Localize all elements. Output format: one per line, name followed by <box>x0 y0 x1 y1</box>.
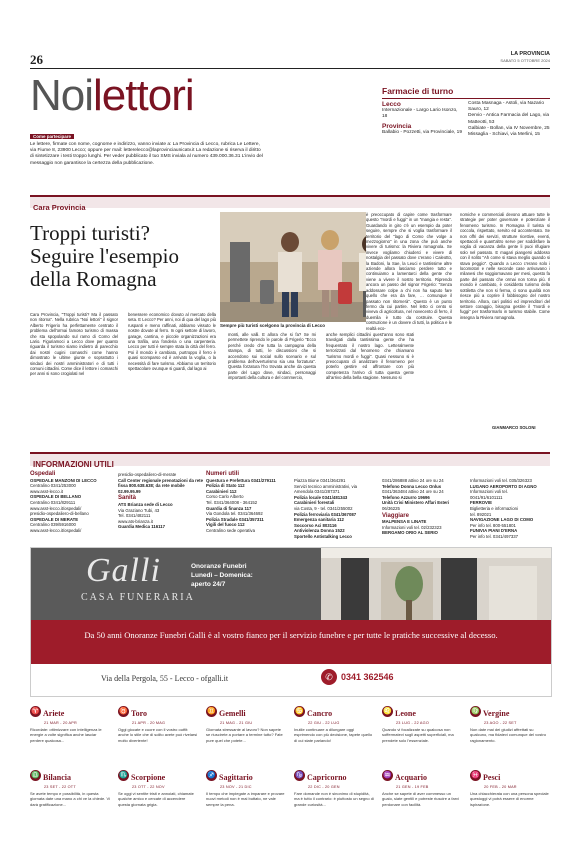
info-line: Call Center regionale prenotazioni da rete fissa 800.638.638; da rete mobile 02.99.95.99 <box>118 477 204 494</box>
sign-dates: 22 DIC - 20 GEN <box>308 785 340 789</box>
section-title-lettori: lettori <box>93 71 194 120</box>
zodiac-capricorno-icon: ♑ <box>295 772 304 780</box>
info-line: Centralino 039/5916000 <box>30 522 76 528</box>
info-line: presidio-ospedaliero-di-merate <box>118 472 177 477</box>
info-line: Piazza Bione 0341/364291 <box>294 478 346 483</box>
info-line: Polizia Stradale 0341/357311 <box>206 516 264 522</box>
info-col-sanita <box>118 472 203 530</box>
info-line: Soccorso Aci 803116 <box>294 522 337 528</box>
info-line: FUNIVIA PIANI D'ERNA <box>470 528 518 534</box>
sign-dates: 23 OTT - 22 NOV <box>132 785 165 789</box>
pharmacies-rule <box>382 98 550 99</box>
info-line: tel. 892021 <box>470 511 492 517</box>
ad-brand-sub: CASA FUNERARIA <box>81 592 195 603</box>
horoscope-sign-toro <box>118 703 198 743</box>
info-line: 0341/363484 attivo 24 ore su 24 <box>382 489 444 495</box>
zodiac-toro-icon: ♉ <box>119 708 128 716</box>
pharmacy-lecco-text: Internazionale - Largo Lario Isonzo, 18 <box>382 108 458 120</box>
sign-text: Una chiacchierata con una persona speciale questoggi vi potrà essere di enorme ispirazione. <box>470 791 549 807</box>
sign-name: Scorpione <box>131 773 166 782</box>
ad-title-line: Onoranze Funebri <box>191 563 247 570</box>
info-line: Centralino sede operativa <box>206 527 255 533</box>
zodiac-scorpione-icon: ♏ <box>119 772 128 780</box>
sign-dates: 21 APR - 20 MAG <box>132 721 166 725</box>
ad-dark-panel <box>31 548 321 620</box>
sign-name: Pesci <box>483 773 501 782</box>
info-line: Informazioni voli tel. <box>470 489 508 495</box>
sign-text: Fare domande non è sinonimo di stupidità, ma è tutto il contrario: è piuttosto un segno di grande curiosità... <box>294 791 374 807</box>
zodiac-pesci-icon: ♓ <box>471 772 480 780</box>
ad-brand: Galli <box>86 552 161 589</box>
sign-dates: 21 MAR - 20 APR <box>44 721 77 725</box>
horoscope-sign-leone <box>382 703 462 743</box>
info-line: Antiviolenza Donna 1522 <box>294 528 345 534</box>
sign-dates: 23 SET - 22 OTT <box>44 785 76 789</box>
pharmacy-provincia-label: Provincia <box>382 123 412 131</box>
sign-dates: 23 AGO - 22 SET <box>484 721 517 725</box>
info-line: Carabinieri 112 <box>206 488 237 494</box>
info-line: Servizi tecnico amministrativi, via <box>294 483 358 489</box>
horoscope-sign-scorpione <box>118 767 198 807</box>
section-title <box>30 70 194 122</box>
sign-name: Ariete <box>43 709 65 718</box>
sign-text: Se avete tempo e possibilità, in questa giornata date una mano a chi ve la chiede. Vi darà gratificazione... <box>30 791 110 807</box>
info-col-viaggiare <box>382 478 467 536</box>
info-band-title: INFORMAZIONI UTILI <box>33 460 114 469</box>
section-title-noi: Noi <box>30 71 94 120</box>
page-number: 26 <box>30 52 43 67</box>
horoscope-sign-gemelli <box>206 703 286 743</box>
info-line: 0041/91/6101111 <box>470 494 503 500</box>
zodiac-ariete-icon: ♈ <box>31 708 40 716</box>
info-line: Questura e Prefettura 0341/279111 <box>206 477 276 483</box>
info-col-numeri2 <box>294 478 379 540</box>
info-line: Tel. 0341/364008 - 364152 <box>206 499 258 505</box>
info-line: Sportello Antistalking Lecco <box>294 533 352 539</box>
info-line: Carabinieri forestali <box>294 500 335 506</box>
info-line: Telefono Azzurro 19696 <box>382 494 430 500</box>
zodiac-acquario-icon: ♒ <box>383 772 392 780</box>
zodiac-sagittario-icon: ♐ <box>207 772 216 780</box>
info-line: Polizia locale 0341/481343 <box>294 494 348 500</box>
pharmacies-col1 <box>382 101 462 137</box>
zodiac-cancro-icon: ♋ <box>295 708 304 716</box>
info-line: MALPENSA E LINATE <box>382 519 427 525</box>
horoscope-sign-sagittario <box>206 767 286 807</box>
sign-text: Il tempo che impiegate a imparare e provare nuovi metodi non è mai buttato, ne vale sempre la pena. <box>206 791 285 807</box>
info-line: Informazioni voli tel. 035/326323 <box>470 478 532 483</box>
sign-dates: 23 LUG - 22 AGO <box>396 721 429 725</box>
info-line: Polizia di Stato 112 <box>206 483 245 489</box>
info-line: Corso Carlo Alberto <box>206 494 244 500</box>
info-line: www.asst-lecco.it/ospedali/ <box>30 505 82 511</box>
zodiac-vergine-icon: ♍ <box>471 708 480 716</box>
info-line: Polizia ferroviaria 0341/367087 <box>294 511 357 517</box>
sign-name: Acquario <box>395 773 427 782</box>
info-line: Via Graziano Tubi, 43 <box>118 507 160 513</box>
ad-address: Via della Pergola, 55 - Lecco - ofgalli.it <box>101 674 229 683</box>
pharmacies-title: Farmacie di turno <box>382 86 454 96</box>
horoscope-sign-capricorno <box>294 767 374 807</box>
horoscope-sign-pesci <box>470 767 550 807</box>
sign-name: Gemelli <box>219 709 246 718</box>
intro-label: Come partecipare <box>30 134 74 139</box>
photo-caption: Sempre più turisti scelgono la provincia di Lecco <box>220 323 326 328</box>
sign-dates: 21 GEN - 19 FEB <box>396 785 429 789</box>
pharmacy-item: Costa Masnaga - Astoli, via Nazario Sauro, 12 <box>468 101 544 113</box>
info-heading: Viaggiare <box>382 512 409 519</box>
ad-phone-badge[interactable] <box>321 668 394 686</box>
info-line: Guardia Medica 116117 <box>118 524 166 530</box>
sign-text: Ricordate: ottimizzare con intelligenza le energie a volte significa anche lasciar perdere qualcosa... <box>30 727 102 743</box>
article-signature: GIANMARCO SOLONI <box>492 425 536 430</box>
info-line: Centralino 0341/829111 <box>30 499 76 505</box>
funeral-ad[interactable] <box>30 547 552 697</box>
sign-dates: 21 MAG - 21 GIU <box>220 721 253 725</box>
info-line: OSPEDALE DI BELLANO <box>30 494 82 500</box>
sign-name: Toro <box>131 709 148 718</box>
sign-name: Bilancia <box>43 773 72 782</box>
sign-text: Quando vi focalizzate su qualcosa non soffermatevi sugli aspetti superficiali, ma prendete solo l'essenziale. <box>382 727 454 743</box>
info-line: NAVIGAZIONE LAGO DI COMO <box>470 517 534 523</box>
article-col2: benessere economico dovuto al mercato della seta. E Lecco? Per anni, noi di qua del lago più ruspanti e meno raffinati, abbiamo vissuto le nostre dovute al ferro. In ogni settore di lavoro, garage, cantina, e piccole organizzazioni era una trafila, una fonderia o una carpenteria. Lecco per tutti è sempre stata la città del ferro. Poi il mondo è cambiato, purtroppo il ferro è quasi scomparso ed è arrivato la voglia, o la necessità di fare turismo. Abbiamo un territorio spettacolare ovunque si guardi, dal lago ai <box>128 312 216 372</box>
brand-name: LA PROVINCIA <box>510 51 550 57</box>
ad-slogan: Da 50 anni Onoranze Funebri Galli è al vostro fianco per il servizio funebre e per tutte le pratiche successive al decesso. <box>84 630 498 640</box>
info-line: OSPEDALE DI MERATE <box>30 516 79 522</box>
horoscope-sign-bilancia <box>30 767 110 807</box>
sign-name: Cancro <box>307 709 333 718</box>
info-line: LUGANO AEROPORTO DI AGNO <box>470 483 537 489</box>
ad-title <box>191 562 253 589</box>
horoscope-sign-acquario <box>382 767 462 807</box>
sign-name: Leone <box>395 709 416 718</box>
info-line: ATS Brianza sede di Lecco <box>118 501 173 507</box>
info-heading: Ospedali <box>30 471 56 477</box>
info-line: presidio-ospedaliero-di-bellano <box>30 511 89 517</box>
sign-text: Anche se sapete di aver commesso un guaio, siate gentili e potreste riuscire a farvi perdonare con facilità. <box>382 791 459 807</box>
info-line: OSPEDALE MANZONI DI LECCO <box>30 477 97 483</box>
horoscope-sign-cancro <box>294 703 374 743</box>
sign-name: Capricorno <box>307 773 347 782</box>
info-line: www.ats-brianza.it <box>118 518 153 524</box>
article-col3: monti, alle valli. E allora che si fa? Se mi permettete riprendo le parole di Frigerio "Ecco perché credo che tutta la campagna della stampa, di tutti, le discussioni che si accendono sui social sullo scenario e sul problema dell'overturismo sia una forzatura". Questa forzatura l'ho trovata anche da questa parte del Lago dove, sindaci, personaggi importanti della cultura e del commercio, <box>228 332 316 381</box>
info-line: www.asst-lecco.it <box>30 488 63 494</box>
sign-name: Sagittario <box>219 773 253 782</box>
info-line: Biglietteria e informazioni <box>470 505 519 511</box>
info-line: Via Gondola tel. 0341/364692 <box>206 511 263 517</box>
info-col-ospedali <box>30 472 115 534</box>
info-line: 0341/286888 attivo 24 ore su 24 <box>382 478 444 483</box>
ad-photo <box>321 548 551 620</box>
pharmacy-item: Missaglia - Schiavi, via Merlini, 15 <box>468 132 540 138</box>
info-band <box>30 452 550 469</box>
pharmacy-lecco-label: Lecco <box>382 101 401 108</box>
sign-name: Vergine <box>483 709 510 718</box>
phone-icon: ✆ <box>321 669 337 685</box>
info-line: Amendola 0341/287371 <box>294 489 340 495</box>
sign-text: Inutile continuare a dilungare oggi esprimendo con più decisione, tapete quello di cui state parlando! <box>294 727 373 743</box>
sign-dates: 22 GIU - 22 LUG <box>308 721 340 725</box>
header-rule <box>30 68 550 69</box>
sign-dates: 20 FEB - 20 MAR <box>484 785 517 789</box>
info-heading: Numeri utili <box>206 471 240 477</box>
info-line: Guardia di finanza 117 <box>206 505 252 511</box>
info-col-numeri <box>206 472 291 534</box>
sign-text: Oggi giocate e cuore con il vostro outfit: anche lo stile che di solito avete può rivelarsi molto divertente! <box>118 727 198 743</box>
ad-title-line: aperto 24/7 <box>191 581 226 588</box>
band-title: Cara Provincia <box>33 203 86 212</box>
sign-text: Se oggi vi sentite tristi e annoiati, chiamate qualche amico e cercate di accendere questa giornata grigia. <box>118 791 194 807</box>
horoscope-sign-ariete <box>30 703 110 743</box>
info-line: via Costa, 9 - tel. 0341/255002 <box>294 505 353 511</box>
issue-date: SABATO 5 OTTOBRE 2024 <box>500 58 550 63</box>
info-line: BERGAMO ORIO AL SERIO <box>382 530 438 536</box>
info-line: Telefono Donna Lecco Onlus <box>382 483 442 489</box>
info-col-viaggiare2 <box>470 478 552 540</box>
info-line: Unità Crisi Ministero Affari Esteri <box>382 500 450 506</box>
ad-title-line: Lunedì – Domenica: <box>191 572 253 579</box>
article-col4: anche semplici cittadini quest'anno sono stati travolgati dalla tantissima gente che ha frequentato il nostro lago. Letteralmente terrorizzati dal fenomeno che chiamano "turismo mordi e fuggi". Quasi nessuno si è preoccupato di analizzare il fenomeno per poterlo gestire ed affrontare con più competenza l'arrivo di tutta questa gente all'arrivo della bella stagione. Nessuno si <box>326 332 414 381</box>
info-line: Per info tel. 0341/497337 <box>470 533 519 539</box>
article-col1: Cara Provincia, "Troppi turisti? Ma il passato non ritorna". Nella rubrica "Noi lettori" il signor Alberto Frigerio ha perfettamente centrato il problema dell'ormai famoso turismo di massa che sta spopolando sul ramo di Como del Lario. Figuriamoci a Lecco dove per quanto riguarda il turismo siamo indietro di parecchio dai nostri cugini comaschi come hanno dimostrato le ultime giunte e soprattutto i sindaci dei nostri amministratori e di tutti i comuni cittadini. Come dice il lettore i comaschi per anni si sono crogiolati nel <box>30 312 118 377</box>
info-line: Tel. 0341/482111 <box>118 513 151 519</box>
sign-dates: 23 NOV - 21 DIC <box>220 785 252 789</box>
ad-slogan-bar <box>31 620 551 664</box>
info-line: Vigili del fuoco 112 <box>206 522 245 528</box>
pharmacies-col2 <box>468 101 552 138</box>
info-line: Centralino 0341/253000 <box>30 483 76 489</box>
ad-phone: 0341 362546 <box>341 672 394 682</box>
info-line: Informazioni voli tel. 02/232323 <box>382 524 442 530</box>
pharmacy-item: Galbiate - Bollan, via IV Novembre, 25 <box>468 125 550 131</box>
cara-provincia-band <box>30 195 550 212</box>
intro-text: Le lettere, firmate con nome, cognome e indirizzo, vanno inviate a: La Provincia di Lecco, rubrica Le Lettere, via Fiume 8, 23900 Lecco; oppure per mail: letterelecco@laprovinciaunicatv.it La redazione si riserva il diritto di sintetizzare i testi troppo lunghi. Per veder pubblicato il tuo SMS inviala al numero 439.000.36.31 L'invio del messaggio non garantisce la certezza della pubblicazione. <box>30 142 263 166</box>
zodiac-leone-icon: ♌ <box>383 708 392 716</box>
pharmacy-provincia-text: Ballabio - Pozzetti, via Provinciale, 19 <box>382 130 462 136</box>
sign-text: Giornata stressante al lavoro? Non sapete se riuscirete a portare a termine tutto? Fate pure quel che potete... <box>206 727 283 743</box>
info-line: 06/36225 <box>382 505 400 511</box>
info-line: www.asst-lecco.it/ospedali/ <box>30 527 82 533</box>
article-headline: Troppi turisti? Seguire l'esempio della Romagna <box>30 221 179 291</box>
zodiac-gemelli-icon: ♊ <box>207 708 216 716</box>
article-col5b: è preoccupato di capire come trasformare questo "mordi e fuggi" in un "mangia e resta". Guardando in giro c'è un esempio da poter seguire, sempre che si voglia trasformare il territorio del "lago di Como che volge a mezzogiorno" in una zona che può anche vivere di turismo: la Riviera romagnola. Se invece vogliamo chiuderci e vivere di nostalgia del passato dove c'erano i Caleotto, la Badoni, la Sae, la Leuci e tantissime altre aziende allora lasciamo perdere tutto e continuiamo a lamentarci della gente che viene a vivere il nostro territorio. Riprendo ancora un passo del signor Frigerio: "Senza addossare colpe a chi non ha saputo fare quello che era da fare, … comunque il passato non ritornerà". Questo è un punto fermo da cui partire. Nel letto ci cento si viveva di agricoltura, nel novecento di ferro, il duemila è tutto da costruire. Questa costruzione è un dovere di tutti, la politica e le realtà eco- <box>366 212 452 331</box>
horoscope-sign-vergine <box>470 703 550 743</box>
pharmacy-item: Dervio - Antica Farmacia del Lago, via Matteotti, 53 <box>468 113 550 125</box>
info-line: FERROVIE <box>470 500 492 506</box>
sign-text: Non date mai dei giudizi affrettati su qualcuno, ma fidatevi comunque del vostro ragionamento. <box>470 727 547 743</box>
zodiac-bilancia-icon: ♎ <box>31 772 40 780</box>
info-heading: Sanità <box>118 495 137 502</box>
info-line: Per info tel. 800-551801 <box>470 522 516 528</box>
article-col6: nomiche e commerciali devono attuare tutte le strategie per poter governare e potenziare il fenomeno turismo. In Romagna il turista si coccola, rispettato, servito ed accontentato. Se non offri dei servizi, strutture ricettive, eventi, spettacoli e quant'altro serve per soddisfare la voglia di vacanza della gente li puoi rifugiare solo nel passato. E magari piangersi addosso con il solito "Ah come si stava meglio quando si stava peggio". Quando a Lecco c'erano solo i locomotori e nelle seconde case arrivavano i milanesi che soggiornavano per mesi, questo fa parte del passato che ormai non torna più. Il mondo è cambiato, è cosiddetto turismo della sottiletta che non si ferma, ci sono qualità non riesce più a coprire il fabbisogno del nostro territorio. Allora, cari politici ed imprenditori del settore coraggio, bisogna gestire il "mordi e fuggi" per trasformarlo in turismo stabile. Come insegna la Riviera romagnola. <box>460 212 550 320</box>
info-line: Emergenza sanitaria 112 <box>294 517 344 523</box>
